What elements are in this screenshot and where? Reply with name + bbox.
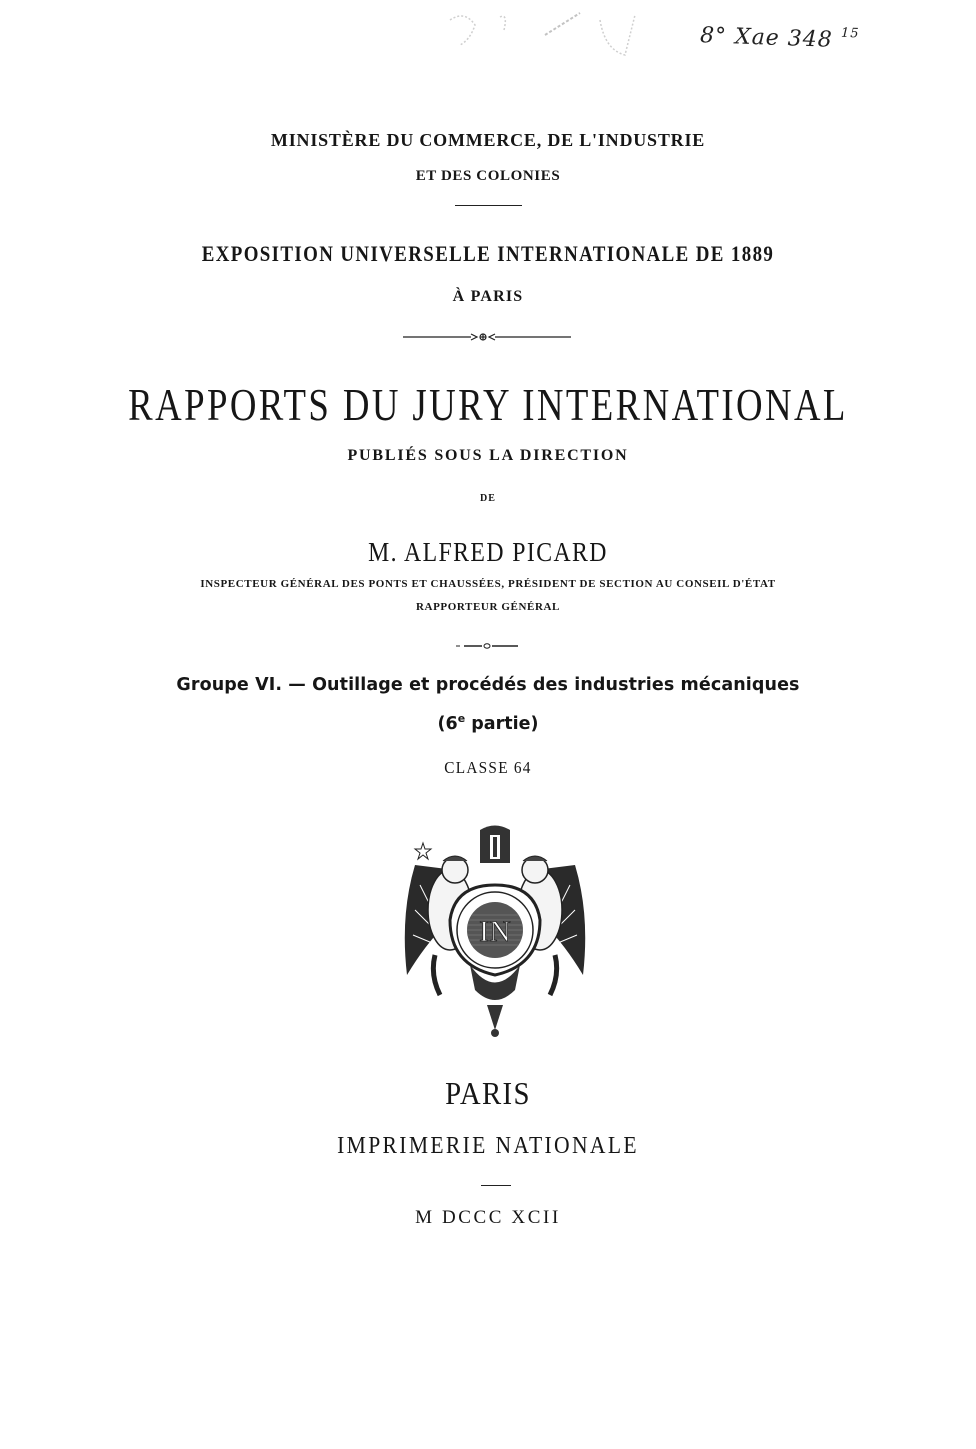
- imprint-divider-rule: [481, 1185, 511, 1186]
- main-title: RAPPORTS DU JURY INTERNATIONAL: [128, 379, 848, 430]
- divider-rule: [455, 205, 522, 206]
- shelfmark-main: 8° Xae 348: [699, 23, 834, 53]
- part-close: partie): [465, 713, 539, 734]
- shelfmark-sup: 15: [840, 25, 860, 42]
- exposition-title: EXPOSITION UNIVERSELLE INTERNATIONALE DE 1889: [201, 241, 775, 266]
- imprint-year: M DCCC XCII: [415, 1207, 561, 1228]
- published-under-direction: PUBLIÉS SOUS LA DIRECTION: [347, 447, 629, 464]
- handwritten-shelfmark: [700, 23, 881, 55]
- part-sup: e: [457, 712, 466, 725]
- group-part: [0, 712, 976, 734]
- emblem-monogram: IN: [479, 915, 511, 948]
- de-label: DE: [480, 493, 496, 504]
- director-role-2: RAPPORTEUR GÉNÉRAL: [416, 601, 560, 613]
- faded-stamp-mark: [430, 5, 640, 75]
- imprimerie-nationale-emblem-icon: [395, 825, 595, 1040]
- small-ornament-icon: [456, 642, 518, 650]
- director-role-1: INSPECTEUR GÉNÉRAL DES PONTS ET CHAUSSÉES, PRÉSIDENT DE SECTION AU CONSEIL D'ÉTAT: [200, 578, 776, 590]
- part-open: (6: [437, 713, 458, 734]
- classe-label: CLASSE 64: [444, 758, 532, 777]
- group-title: Groupe VI. — Outillage et procédés des industries mécaniques: [176, 675, 800, 695]
- ornament-divider-icon: [403, 331, 571, 343]
- imprint-city: PARIS: [445, 1075, 531, 1111]
- imprint-printer: IMPRIMERIE NATIONALE: [337, 1133, 639, 1159]
- exposition-location: À PARIS: [452, 288, 524, 305]
- director-name: M. ALFRED PICARD: [368, 537, 608, 567]
- ministry-line-2: ET DES COLONIES: [415, 168, 561, 184]
- ministry-line-1: MINISTÈRE DU COMMERCE, DE L'INDUSTRIE: [270, 130, 706, 150]
